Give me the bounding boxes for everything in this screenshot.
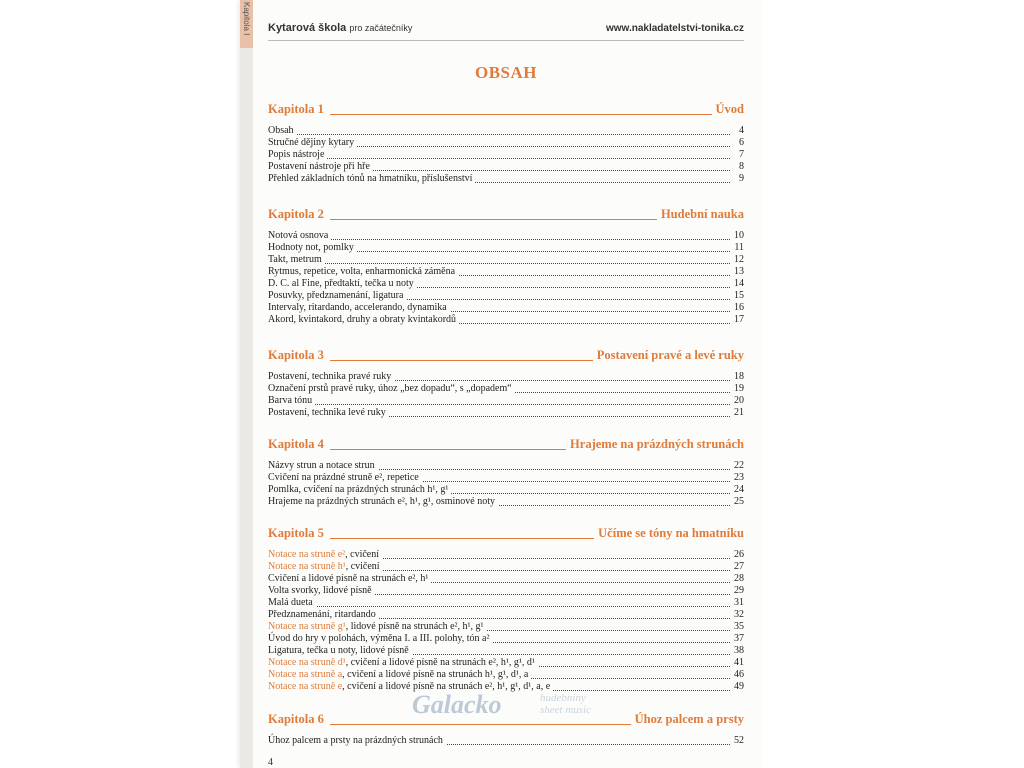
entry-title: Cvičení a lidové písně na strunách e², h¹ [268, 573, 429, 584]
toc-entry [268, 125, 744, 137]
toc-entry [268, 496, 744, 508]
entry-text [268, 395, 315, 407]
entry-text [268, 549, 382, 561]
contents-title: OBSAH [474, 63, 538, 82]
entry-title: Posuvky, předznamenání, ligatura [268, 290, 404, 301]
chapter-heading [268, 101, 744, 117]
entry-title: Úhoz palcem a prsty na prázdných strunách [268, 735, 443, 746]
entry-title: Postavení nástroje při hře [268, 161, 370, 172]
chapter-number: Kapitola 5 [268, 526, 328, 541]
entry-page: 19 [731, 383, 744, 395]
chapter-heading [268, 436, 744, 452]
chapter-entries [268, 125, 744, 185]
entry-title: Hodnoty not, pomlky [268, 242, 354, 253]
entry-page: 49 [731, 681, 744, 693]
entry-text [268, 173, 475, 185]
entry-title: Rytmus, repetice, volta, enharmonická záměna [268, 266, 456, 277]
entry-text [268, 371, 394, 383]
entry-text [268, 460, 378, 472]
entry-text [268, 137, 357, 149]
entry-title: , cvičení [345, 561, 380, 572]
entry-text [268, 230, 331, 242]
entry-page: 28 [731, 573, 744, 585]
toc-entry [268, 472, 744, 484]
entry-page: 26 [731, 549, 744, 561]
entry-text [268, 242, 357, 254]
toc-entry [268, 173, 744, 185]
toc-entry [268, 230, 744, 242]
entry-text [268, 314, 459, 326]
entry-text [268, 383, 515, 395]
page-number: 4 [268, 757, 273, 768]
toc-entry [268, 254, 744, 266]
toc-entry [268, 149, 744, 161]
entry-text [268, 472, 422, 484]
entry-text [268, 669, 531, 681]
chapter-entries [268, 549, 744, 693]
toc-entry [268, 633, 744, 645]
entry-page: 4 [736, 125, 744, 137]
entry-page: 35 [731, 621, 744, 633]
entry-text [268, 290, 406, 302]
toc-entry [268, 383, 744, 395]
entry-text [268, 645, 412, 657]
entry-highlight: Notace na struně e² [268, 549, 346, 560]
toc-entry [268, 657, 744, 669]
watermark-line1: hudebniny [540, 692, 586, 704]
entry-text [268, 407, 389, 419]
leader-dots [268, 606, 730, 607]
entry-page: 14 [731, 278, 744, 290]
entry-text [268, 278, 417, 290]
chapter-name: Postavení pravé a levé ruky [593, 348, 744, 363]
book-title [268, 22, 412, 34]
entry-highlight: Notace na struně d¹ [268, 657, 346, 668]
chapter-3 [268, 347, 744, 419]
leader-dots [268, 134, 730, 135]
page-edge [240, 0, 253, 768]
entry-highlight: Notace na struně a [268, 669, 343, 680]
entry-page: 21 [731, 407, 744, 419]
entry-page: 27 [731, 561, 744, 573]
entry-page: 38 [731, 645, 744, 657]
entry-title: Označení prstů pravé ruky, úhoz „bez dopadu“, s „dopadem“ [268, 383, 512, 394]
entry-page: 23 [731, 472, 744, 484]
entry-title: Obsah [268, 125, 294, 136]
entry-page: 22 [731, 460, 744, 472]
toc-entry [268, 395, 744, 407]
entry-page: 17 [731, 314, 744, 326]
leader-dots [268, 239, 730, 240]
entry-page: 6 [736, 137, 744, 149]
entry-page: 13 [731, 266, 744, 278]
book-title-main: Kytarová škola [268, 22, 347, 34]
entry-title: Volta svorky, lidové písně [268, 585, 372, 596]
toc-entry [268, 669, 744, 681]
entry-title: Malá dueta [268, 597, 313, 608]
entry-text [268, 561, 383, 573]
watermark [412, 690, 632, 720]
entry-title: Barva tónu [268, 395, 313, 406]
chapter-number: Kapitola 4 [268, 437, 328, 452]
entry-title: Stručné dějiny kytary [268, 137, 355, 148]
entry-page: 12 [731, 254, 744, 266]
toc-entry [268, 735, 744, 747]
chapter-number: Kapitola 6 [268, 712, 328, 727]
entry-text [268, 266, 458, 278]
entry-text [268, 609, 379, 621]
entry-page: 37 [731, 633, 744, 645]
toc-entry [268, 585, 744, 597]
toc-entry [268, 302, 744, 314]
chapter-number: Kapitola 1 [268, 102, 328, 117]
book-title-subtitle: pro začátečníky [349, 23, 413, 33]
entry-page: 11 [731, 242, 744, 254]
entry-title: Ligatura, tečka u noty, lidové písně [268, 645, 409, 656]
entry-page: 41 [731, 657, 744, 669]
chapter-name: Učíme se tóny na hmatníku [594, 526, 744, 541]
entry-page: 24 [731, 484, 744, 496]
entry-page: 32 [731, 609, 744, 621]
chapter-entries [268, 371, 744, 419]
chapter-entries [268, 460, 744, 508]
chapter-side-tab [240, 0, 253, 48]
entry-text [268, 573, 431, 585]
entry-text [268, 496, 498, 508]
entry-title: Názvy strun a notace strun [268, 460, 375, 471]
entry-title: Postavení, technika pravé ruky [268, 371, 392, 382]
entry-text [268, 597, 316, 609]
entry-text [268, 633, 492, 645]
chapter-heading [268, 525, 744, 541]
entry-title: , cvičení a lidové písně na strunách e², h¹, g¹, d¹, a, e [342, 681, 551, 692]
entry-page: 31 [731, 597, 744, 609]
leader-dots [268, 263, 730, 264]
entry-highlight: Notace na struně h¹ [268, 561, 346, 572]
entry-title: Předznamenání, ritardando [268, 609, 376, 620]
entry-title: Úvod do hry v polohách, výměna I. a III. polohy, tón a² [268, 633, 490, 644]
toc-entry [268, 573, 744, 585]
toc-entry [268, 137, 744, 149]
leader-dots [268, 404, 730, 405]
entry-title: Notová osnova [268, 230, 329, 241]
toc-entry [268, 314, 744, 326]
publisher-website: www.nakladatelstvi-tonika.cz [605, 23, 744, 34]
toc-entry [268, 161, 744, 173]
entry-text [268, 484, 451, 496]
entry-title: Akord, kvintakord, druhy a obraty kvintakordů [268, 314, 457, 325]
toc-entry [268, 407, 744, 419]
chapter-name: Hudební nauka [657, 207, 744, 222]
entry-text [268, 302, 450, 314]
entry-title: Intervaly, ritardando, accelerando, dynamika [268, 302, 447, 313]
entry-text [268, 585, 375, 597]
entry-title: Hrajeme na prázdných strunách e², h¹, g¹, osminové noty [268, 496, 495, 507]
toc-entry [268, 266, 744, 278]
entry-highlight: Notace na struně g¹ [268, 621, 346, 632]
entry-title: , cvičení a lidové písně na strunách h¹, g¹, d¹, a [342, 669, 529, 680]
leader-dots [268, 158, 730, 159]
entry-title: Cvičení na prázdné struně e², repetice [268, 472, 419, 483]
entry-title: D. C. al Fine, předtaktí, tečka u noty [268, 278, 414, 289]
entry-page: 15 [731, 290, 744, 302]
entry-text [268, 657, 538, 669]
chapter-number: Kapitola 3 [268, 348, 328, 363]
toc-entry [268, 290, 744, 302]
entry-title: Popis nástroje [268, 149, 325, 160]
entry-text [268, 161, 373, 173]
entry-page: 20 [731, 395, 744, 407]
page-header [268, 18, 744, 41]
watermark-line2: sheet music [540, 704, 592, 716]
entry-title: Postavení, technika levé ruky [268, 407, 386, 418]
entry-title: Přehled základních tónů na hmatníku, příslušenství [268, 173, 473, 184]
entry-page: 9 [736, 173, 744, 185]
chapter-name: Hrajeme na prázdných strunách [566, 437, 744, 452]
chapter-name: Úhoz palcem a prsty [631, 712, 744, 727]
toc-entry [268, 371, 744, 383]
chapter-heading [268, 347, 744, 363]
toc-entry [268, 242, 744, 254]
entry-title: Takt, metrum [268, 254, 322, 265]
entry-title: , cvičení [345, 549, 380, 560]
entry-text [268, 125, 297, 137]
entry-text [268, 149, 327, 161]
chapter-entries [268, 230, 744, 326]
watermark-brand: Galacko [412, 690, 502, 719]
entry-page: 25 [731, 496, 744, 508]
chapter-2 [268, 206, 744, 326]
chapter-name: Úvod [712, 102, 744, 117]
side-tab-label: Kapitola I [242, 2, 251, 36]
entry-text [268, 621, 487, 633]
entry-page: 46 [731, 669, 744, 681]
toc-entry [268, 621, 744, 633]
entry-page: 10 [731, 230, 744, 242]
entry-page: 8 [736, 161, 744, 173]
entry-page: 29 [731, 585, 744, 597]
chapter-number: Kapitola 2 [268, 207, 328, 222]
entry-highlight: Notace na struně e [268, 681, 343, 692]
chapter-1 [268, 101, 744, 185]
entry-text [268, 254, 325, 266]
toc-entry [268, 484, 744, 496]
entry-page: 52 [731, 735, 744, 747]
entry-page: 18 [731, 371, 744, 383]
chapter-heading-rule [330, 114, 744, 115]
chapter-heading [268, 206, 744, 222]
toc-entry [268, 597, 744, 609]
toc-entry [268, 645, 744, 657]
chapter-5 [268, 525, 744, 693]
entry-page: 7 [736, 149, 744, 161]
toc-entry [268, 460, 744, 472]
chapter-4 [268, 436, 744, 508]
entry-title: , lidové písně na strunách e², h¹, g¹ [345, 621, 484, 632]
entry-title: , cvičení a lidové písně na strunách e², h¹, g¹, d¹ [345, 657, 535, 668]
toc-entry [268, 549, 744, 561]
entry-page: 16 [731, 302, 744, 314]
toc-entry [268, 561, 744, 573]
toc-entry [268, 278, 744, 290]
chapter-entries [268, 735, 744, 747]
entry-text [268, 735, 446, 747]
entry-title: Pomlka, cvičení na prázdných strunách h¹, g¹ [268, 484, 449, 495]
toc-entry [268, 609, 744, 621]
